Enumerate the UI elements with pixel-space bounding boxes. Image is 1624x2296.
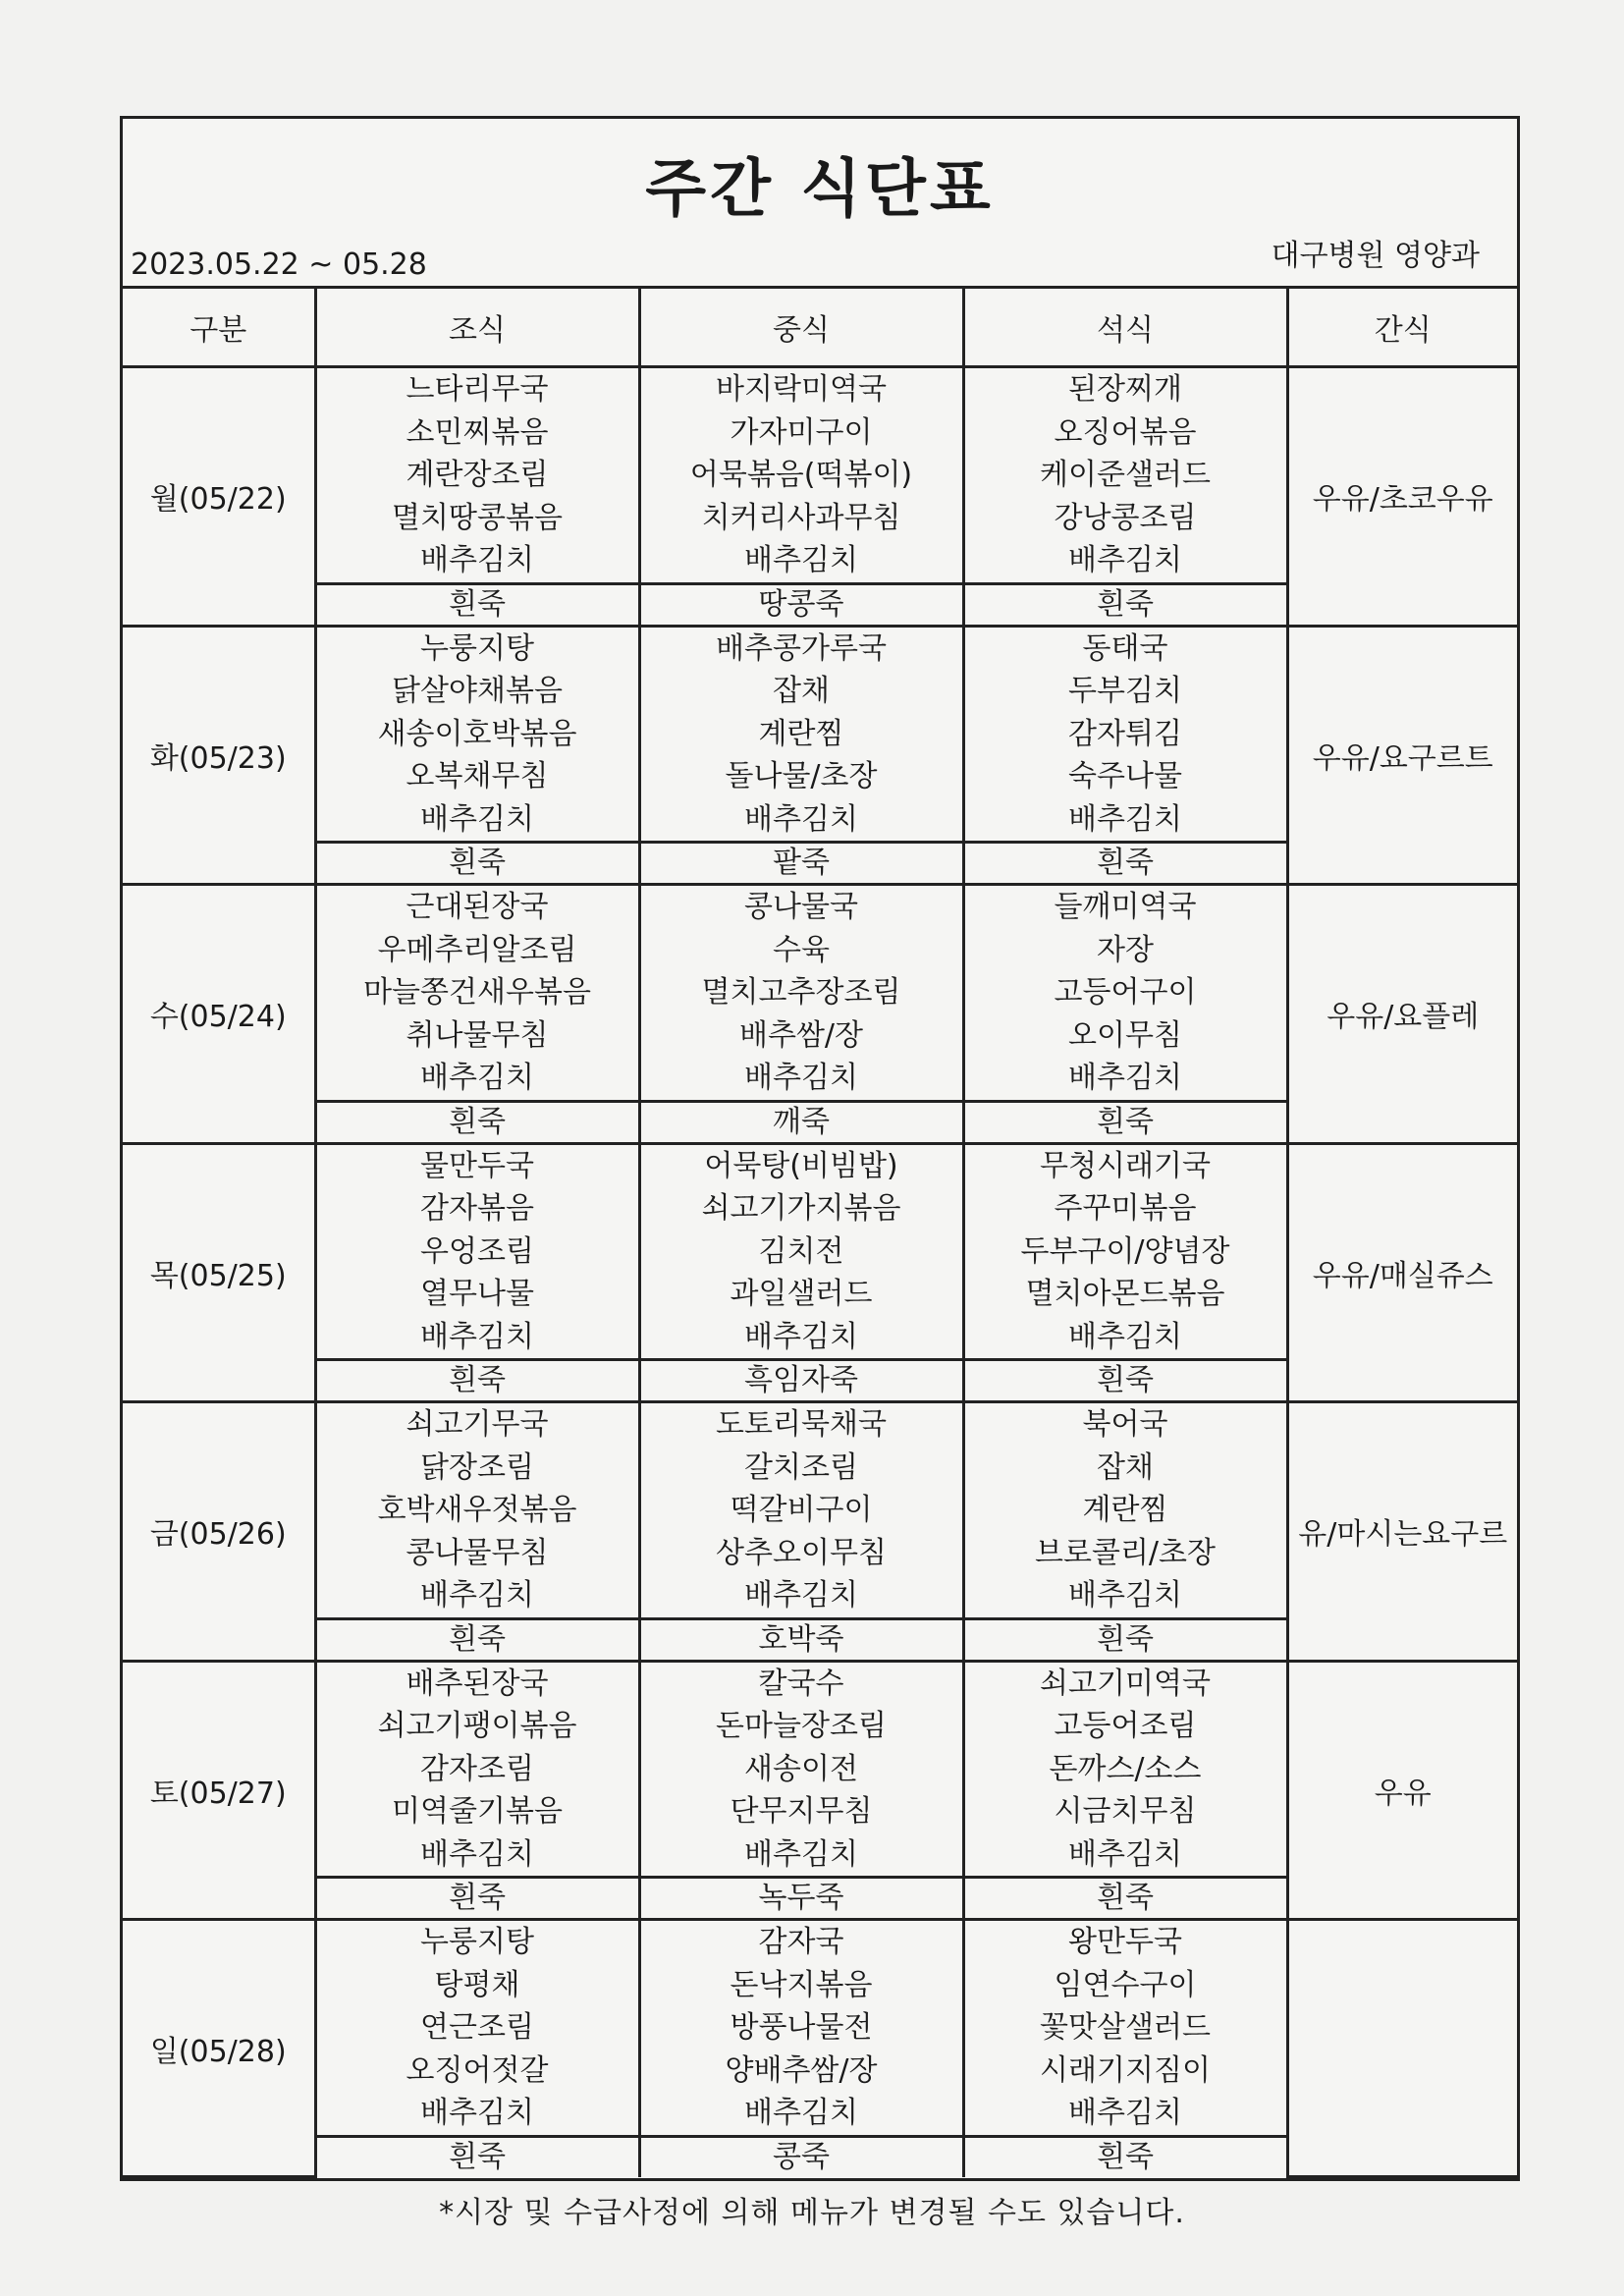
- column-header-snack: 간식: [1287, 289, 1517, 367]
- dish-item: 새송이전: [744, 1751, 858, 1786]
- dish-item: 콩나물국: [744, 890, 858, 924]
- lunch-porridge: 흑임자죽: [639, 1360, 963, 1402]
- column-header-breakfast: 조식: [315, 289, 639, 367]
- snack-cell: 우유: [1287, 1661, 1517, 1920]
- dish-item: 들깨미역국: [1054, 890, 1197, 924]
- dish-item: 자장: [1097, 932, 1154, 967]
- dinner-porridge: 흰죽: [963, 583, 1287, 626]
- breakfast-porridge: 흰죽: [315, 1101, 639, 1143]
- dish-item: 배추김치: [744, 1836, 858, 1872]
- dish-item: 오이무침: [1068, 1017, 1182, 1053]
- dish-item: 강낭콩조림: [1054, 500, 1197, 535]
- dish-item: 배추김치: [1068, 1061, 1182, 1095]
- dish-item: 배추김치: [1068, 543, 1182, 577]
- dish-item: 가자미구이: [730, 414, 873, 450]
- snack-cell: 우유/초코우유: [1287, 367, 1517, 627]
- lunch-dishes: [639, 1920, 963, 2137]
- dish-item: 배추김치: [420, 1061, 534, 1095]
- dish-item: 배추김치: [744, 801, 858, 837]
- dish-item: 미역줄기볶음: [392, 1794, 563, 1829]
- weekly-menu-sheet: [120, 116, 1520, 2181]
- dish-item: 숙주나물: [1068, 759, 1182, 793]
- dish-item: 배추김치: [744, 543, 858, 577]
- dish-item: 배추김치: [1068, 1578, 1182, 1613]
- dish-item: 방풍나물전: [730, 2010, 873, 2045]
- dinner-dishes: [963, 626, 1287, 843]
- header-row: [123, 289, 1517, 367]
- dish-item: 누룽지탕: [420, 630, 534, 666]
- lunch-porridge: 깨죽: [639, 1101, 963, 1143]
- menu-table: [123, 289, 1517, 2178]
- breakfast-dishes: [315, 626, 639, 843]
- dish-item: 주꾸미볶음: [1054, 1191, 1197, 1226]
- dish-item: 배추김치: [420, 1578, 534, 1613]
- dish-item: 배추김치: [1068, 1319, 1182, 1354]
- dish-item: 어묵볶음(떡볶이): [689, 458, 913, 492]
- lunch-porridge: 콩죽: [639, 2136, 963, 2177]
- dish-item: 멸치고추장조림: [701, 975, 901, 1010]
- dish-item: 배추된장국: [406, 1666, 549, 1701]
- dish-item: 돌나물/초장: [725, 759, 878, 793]
- dish-item: 배추김치: [1068, 1836, 1182, 1872]
- day-row: [123, 1402, 1517, 1619]
- dish-item: 배추김치: [420, 1319, 534, 1354]
- dish-item: 갈치조림: [744, 1449, 858, 1485]
- dinner-porridge: 흰죽: [963, 2136, 1287, 2177]
- dish-item: 김치전: [758, 1233, 844, 1269]
- lunch-dishes: [639, 626, 963, 843]
- dish-item: 양배추쌈/장: [725, 2052, 878, 2088]
- dish-item: 돈낙지볶음: [730, 1967, 873, 2002]
- snack-cell: 우유/요플레: [1287, 885, 1517, 1144]
- dish-item: 멸치땅콩볶음: [392, 500, 563, 535]
- dish-item: 배추김치: [1068, 2096, 1182, 2130]
- dinner-porridge: 흰죽: [963, 1101, 1287, 1143]
- organization-name: 대구병원 영양과: [1271, 239, 1480, 273]
- day-label: 토(05/27): [123, 1661, 315, 1920]
- dish-item: 감자튀김: [1068, 716, 1182, 751]
- dish-item: 케이준샐러드: [1040, 458, 1211, 492]
- dish-item: 고등어구이: [1054, 975, 1197, 1010]
- dish-item: 누룽지탕: [420, 1925, 534, 1959]
- dish-item: 소민찌볶음: [406, 414, 549, 450]
- lunch-porridge: 호박죽: [639, 1618, 963, 1661]
- dish-item: 배추김치: [744, 1061, 858, 1095]
- snack-cell: [1287, 1920, 1517, 2177]
- lunch-dishes: [639, 1143, 963, 1360]
- day-label: 수(05/24): [123, 885, 315, 1144]
- dinner-dishes: [963, 885, 1287, 1102]
- dish-item: 닭장조림: [420, 1449, 534, 1485]
- dinner-porridge: 흰죽: [963, 843, 1287, 885]
- dinner-porridge: 흰죽: [963, 1618, 1287, 1661]
- day-row: [123, 1920, 1517, 2137]
- lunch-porridge: 땅콩죽: [639, 583, 963, 626]
- dish-item: 동태국: [1082, 630, 1168, 666]
- dish-item: 꽃맛살샐러드: [1040, 2010, 1211, 2045]
- dish-item: 닭살야채볶음: [392, 674, 563, 708]
- dish-item: 느타리무국: [406, 372, 549, 407]
- dish-item: 물만두국: [420, 1148, 534, 1183]
- dish-item: 계란찜: [1082, 1493, 1168, 1527]
- dish-item: 탕평채: [434, 1967, 520, 2002]
- dish-item: 배추김치: [420, 801, 534, 837]
- column-header-lunch: 중식: [639, 289, 963, 367]
- dish-item: 배추쌈/장: [738, 1017, 864, 1053]
- dish-item: 취나물무침: [406, 1017, 549, 1053]
- dish-item: 우메추리알조림: [377, 932, 577, 967]
- dinner-dishes: [963, 1143, 1287, 1360]
- dinner-porridge: 흰죽: [963, 1878, 1287, 1920]
- dish-item: 오징어젓갈: [406, 2052, 549, 2088]
- dish-item: 도토리묵채국: [716, 1407, 887, 1442]
- snack-cell: 유/마시는요구르: [1287, 1402, 1517, 1662]
- lunch-dishes: [639, 1661, 963, 1878]
- dish-item: 바지락미역국: [716, 372, 887, 407]
- breakfast-porridge: 흰죽: [315, 843, 639, 885]
- lunch-dishes: [639, 885, 963, 1102]
- day-row: [123, 367, 1517, 584]
- breakfast-dishes: [315, 1661, 639, 1878]
- breakfast-porridge: 흰죽: [315, 1618, 639, 1661]
- dish-item: 잡채: [773, 674, 830, 708]
- dish-item: 호박새우젓볶음: [377, 1493, 577, 1527]
- dish-item: 고등어조림: [1054, 1709, 1197, 1743]
- dish-item: 칼국수: [758, 1666, 844, 1701]
- dinner-dishes: [963, 1661, 1287, 1878]
- dish-item: 배추콩가루국: [716, 630, 887, 666]
- dish-item: 배추김치: [420, 2096, 534, 2130]
- column-header-dinner: 석식: [963, 289, 1287, 367]
- dish-item: 쇠고기팽이볶음: [377, 1709, 577, 1743]
- lunch-porridge: 팥죽: [639, 843, 963, 885]
- dish-item: 시래기지짐이: [1040, 2052, 1211, 2088]
- dish-item: 북어국: [1082, 1407, 1168, 1442]
- dish-item: 배추김치: [744, 2096, 858, 2130]
- dish-item: 두부김치: [1068, 674, 1182, 708]
- dish-item: 배추김치: [744, 1578, 858, 1613]
- dish-item: 오복채무침: [406, 759, 549, 793]
- snack-cell: 우유/매실쥬스: [1287, 1143, 1517, 1402]
- dinner-porridge: 흰죽: [963, 1360, 1287, 1402]
- title-area: [123, 119, 1517, 289]
- lunch-porridge: 녹두죽: [639, 1878, 963, 1920]
- footnote: *시장 및 수급사정에 의해 메뉴가 변경될 수도 있습니다.: [439, 2196, 1185, 2230]
- lunch-dishes: [639, 1402, 963, 1619]
- breakfast-porridge: 흰죽: [315, 1878, 639, 1920]
- dish-item: 돈까스/소스: [1049, 1751, 1202, 1786]
- breakfast-dishes: [315, 885, 639, 1102]
- breakfast-dishes: [315, 1402, 639, 1619]
- menu-body: [123, 367, 1517, 2177]
- breakfast-dishes: [315, 1143, 639, 1360]
- dish-item: 두부구이/양념장: [1020, 1233, 1230, 1269]
- dish-item: 치커리사과무침: [701, 500, 901, 535]
- dish-item: 쇠고기무국: [406, 1407, 549, 1442]
- dish-item: 열무나물: [420, 1277, 534, 1311]
- dish-item: 새송이호박볶음: [377, 716, 577, 751]
- dish-item: 어묵탕(비빔밥): [704, 1148, 898, 1183]
- day-label: 목(05/25): [123, 1143, 315, 1402]
- breakfast-dishes: [315, 367, 639, 584]
- dish-item: 수육: [773, 932, 830, 967]
- dinner-dishes: [963, 1402, 1287, 1619]
- dinner-dishes: [963, 367, 1287, 584]
- menu-period: 2023.05.22 ~ 05.28: [131, 247, 427, 282]
- day-label: 화(05/23): [123, 626, 315, 885]
- dish-item: 우엉조림: [420, 1233, 534, 1269]
- dish-item: 감자국: [758, 1925, 844, 1959]
- snack-cell: 우유/요구르트: [1287, 626, 1517, 885]
- dish-item: 배추김치: [744, 1319, 858, 1354]
- dish-item: 멸치아몬드볶음: [1025, 1277, 1225, 1311]
- dish-item: 과일샐러드: [730, 1277, 873, 1311]
- dish-item: 쇠고기가지볶음: [701, 1191, 901, 1226]
- dish-item: 감자볶음: [420, 1191, 534, 1226]
- dish-item: 콩나물무침: [406, 1535, 549, 1570]
- dish-item: 된장찌개: [1068, 372, 1182, 407]
- dish-item: 오징어볶음: [1054, 414, 1197, 450]
- breakfast-dishes: [315, 1920, 639, 2137]
- dish-item: 왕만두국: [1068, 1925, 1182, 1959]
- page-title: 주간 식단표: [645, 153, 995, 226]
- dish-item: 무청시래기국: [1040, 1148, 1211, 1183]
- breakfast-porridge: 흰죽: [315, 2136, 639, 2177]
- day-label: 일(05/28): [123, 1920, 315, 2177]
- dish-item: 연근조림: [420, 2010, 534, 2045]
- dish-item: 계란찜: [758, 716, 844, 751]
- day-row: [123, 1661, 1517, 1878]
- day-row: [123, 885, 1517, 1102]
- dish-item: 계란장조림: [406, 458, 549, 492]
- breakfast-porridge: 흰죽: [315, 583, 639, 626]
- dish-item: 시금치무침: [1054, 1794, 1197, 1829]
- dish-item: 잡채: [1097, 1449, 1154, 1485]
- day-row: [123, 1143, 1517, 1360]
- dish-item: 마늘쫑건새우볶음: [363, 975, 591, 1010]
- dish-item: 감자조림: [420, 1751, 534, 1786]
- dish-item: 임연수구이: [1054, 1967, 1197, 2002]
- dish-item: 떡갈비구이: [730, 1493, 873, 1527]
- day-row: [123, 626, 1517, 843]
- column-header-day: 구분: [123, 289, 315, 367]
- dinner-dishes: [963, 1920, 1287, 2137]
- dish-item: 브로콜리/초장: [1035, 1535, 1216, 1570]
- lunch-dishes: [639, 367, 963, 584]
- dish-item: 근대된장국: [406, 890, 549, 924]
- dish-item: 배추김치: [420, 1836, 534, 1872]
- breakfast-porridge: 흰죽: [315, 1360, 639, 1402]
- dish-item: 배추김치: [1068, 801, 1182, 837]
- dish-item: 상추오이무침: [716, 1535, 887, 1570]
- dish-item: 배추김치: [420, 543, 534, 577]
- dish-item: 단무지무침: [730, 1794, 873, 1829]
- dish-item: 돈마늘장조림: [716, 1709, 887, 1743]
- day-label: 월(05/22): [123, 367, 315, 627]
- day-label: 금(05/26): [123, 1402, 315, 1662]
- dish-item: 쇠고기미역국: [1040, 1666, 1211, 1701]
